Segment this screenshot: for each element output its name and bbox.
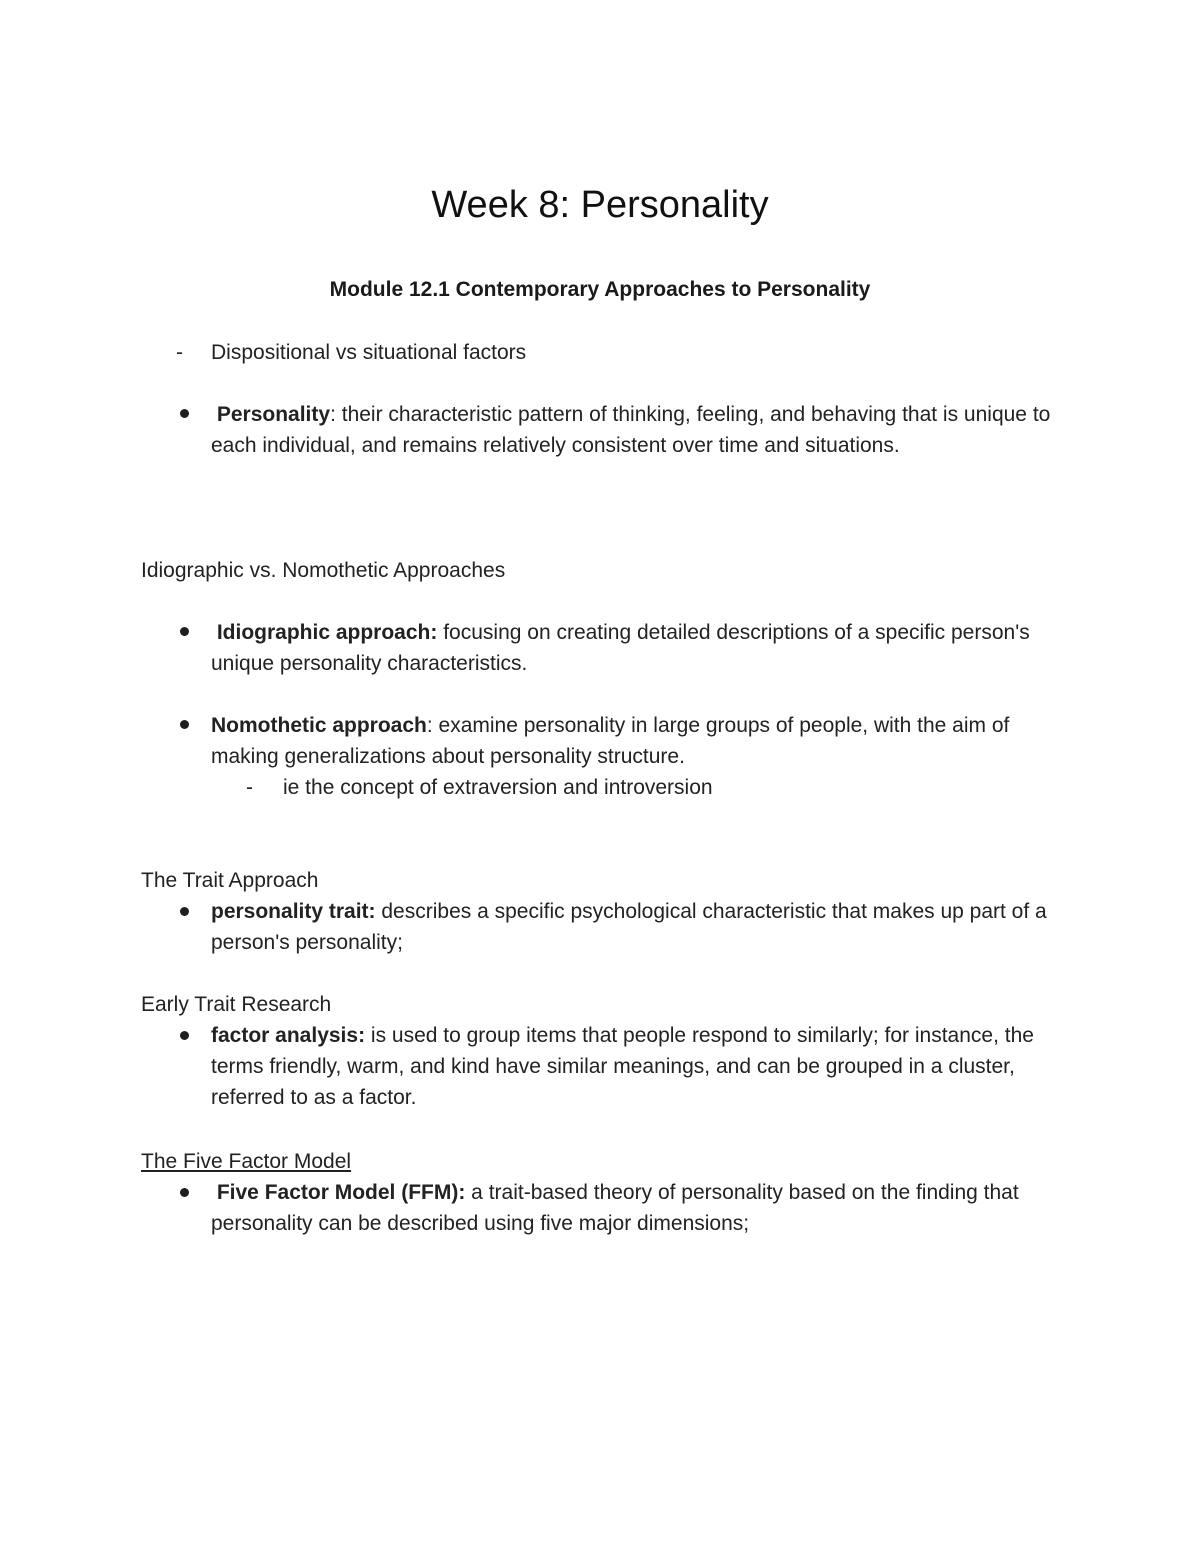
bullet-item-factor-analysis — [211, 1020, 1071, 1113]
bullet-item-personality — [211, 399, 1071, 461]
dash-item-dispositional: Dispositional vs situational factors — [211, 341, 527, 364]
term-idiographic: Idiographic approach: — [216, 621, 438, 644]
bullet-item-idiographic — [211, 617, 1071, 679]
term-ffm: Five Factor Model (FFM): — [216, 1181, 466, 1204]
dash-marker: - — [246, 776, 253, 799]
term-personality: Personality — [216, 403, 331, 426]
section-heading-idiographic: Idiographic vs. Nomothetic Approaches — [141, 559, 506, 582]
section-heading-trait-approach: The Trait Approach — [141, 869, 319, 892]
sub-item-extraversion: ie the concept of extraversion and introversion — [283, 776, 713, 799]
bullet-item-nomothetic — [211, 710, 1071, 772]
bullet-item-personality-trait — [211, 896, 1071, 958]
bullet-marker — [180, 1031, 189, 1040]
definition-factor-analysis: is used to group items that people respond to similarly; for instance, the terms friendly, warm, and kind have similar meanings, and can be grouped in a cluster, referred to as a factor. — [211, 1024, 1034, 1109]
bullet-item-ffm — [211, 1177, 1071, 1239]
dash-marker: - — [176, 341, 183, 364]
section-heading-five-factor: The Five Factor Model — [141, 1150, 352, 1173]
section-heading-early-trait: Early Trait Research — [141, 993, 332, 1016]
bullet-marker — [180, 409, 189, 418]
bullet-marker — [180, 720, 189, 729]
definition-personality-trait: describes a specific psychological characteristic that makes up part of a person's personality; — [211, 900, 1047, 954]
definition-personality: : their characteristic pattern of thinking, feeling, and behaving that is unique to each individual, and remains relatively consistent over time and situations. — [211, 403, 1051, 457]
definition-ffm: a trait-based theory of personality based on the finding that personality can be described using five major dimensions; — [211, 1181, 1019, 1235]
term-nomothetic: Nomothetic approach — [211, 714, 427, 737]
bullet-marker — [180, 627, 189, 636]
definition-idiographic: focusing on creating detailed descriptions of a specific person's unique personality characteristics. — [211, 621, 1030, 675]
bullet-marker — [180, 1188, 189, 1197]
term-personality-trait: personality trait: — [211, 900, 376, 923]
term-factor-analysis: factor analysis: — [211, 1024, 366, 1047]
page-title: Week 8: Personality — [431, 184, 769, 226]
bullet-marker — [180, 907, 189, 916]
definition-nomothetic: : examine personality in large groups of people, with the aim of making generalizations about personality structure. — [211, 714, 1010, 768]
module-heading: Module 12.1 Contemporary Approaches to Personality — [329, 278, 871, 301]
